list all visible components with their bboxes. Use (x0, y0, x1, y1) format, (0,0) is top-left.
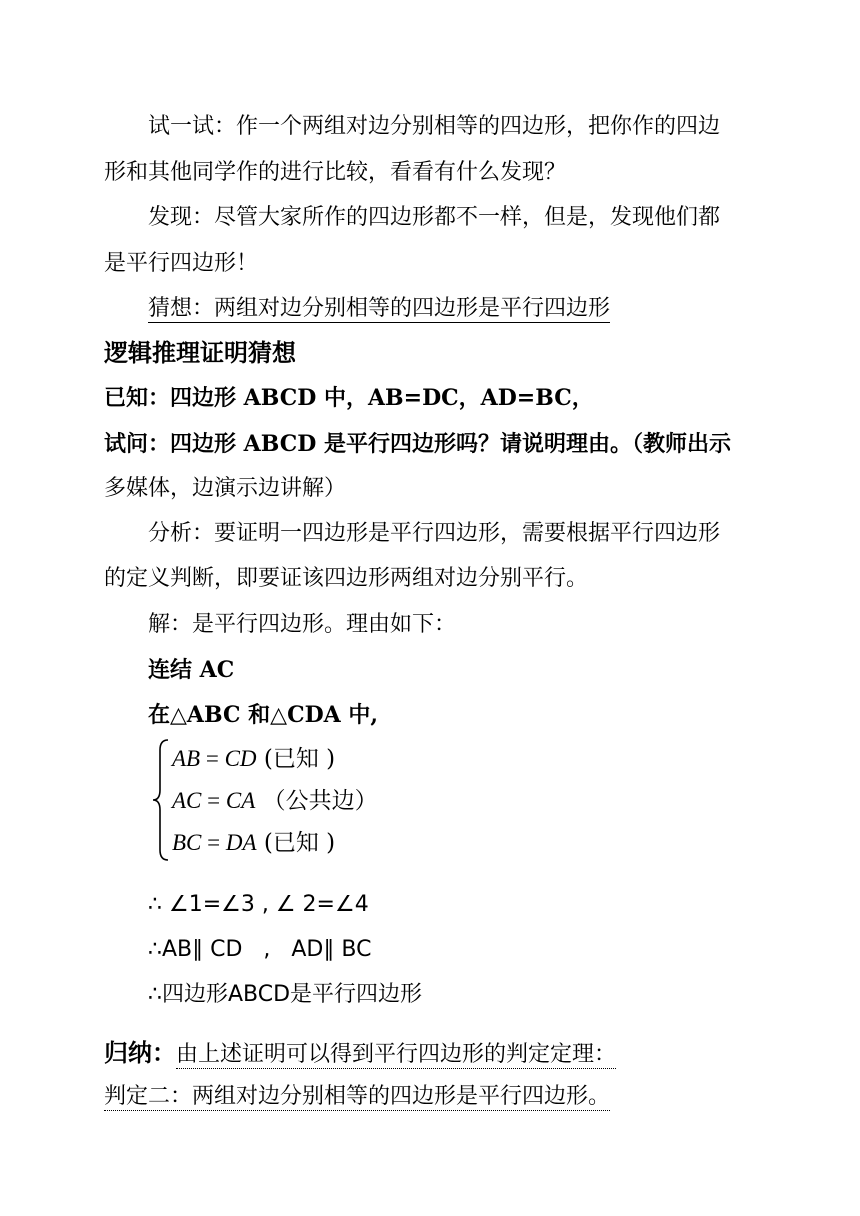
analysis-line1: 分析：要证明一四边形是平行四边形，需要根据平行四边形 (148, 521, 721, 546)
known-line: 已知：四边形 ABCD 中，AB=DC，AD=BC， (104, 385, 594, 411)
equation-row-1 (172, 744, 335, 774)
eq2-rhs: CA (225, 788, 256, 813)
find-paragraph-line1: 发现：尽管大家所作的四边形都不一样，但是，发现他们都 (148, 205, 721, 230)
analysis-line2: 的定义判断，即要证该四边形两组对边分别平行。 (104, 566, 589, 591)
connect-line: 连结 AC (148, 657, 235, 683)
eq2-sign: = (201, 788, 226, 813)
final-conclusion: ∴四边形ABCD是平行四边形 (148, 982, 423, 1007)
summary-line (104, 1038, 616, 1070)
solution-line: 解：是平行四边形。理由如下： (148, 612, 457, 637)
eq1-rhs: CD (224, 746, 257, 771)
try-paragraph-line1: 试一试：作一个两组对边分别相等的四边形，把你作的四边 (148, 114, 721, 139)
eq3-lhs: BC (172, 830, 202, 855)
theorem-line (104, 1082, 610, 1112)
question-line1: 试问：四边形 ABCD 是平行四边形吗？请说明理由。（教师出示 (104, 431, 731, 457)
eq3-rhs: DA (225, 830, 257, 855)
try-paragraph-line2: 形和其他同学作的进行比较，看看有什么发现？ (104, 160, 567, 185)
theorem-text: 判定二：两组对边分别相等的四边形是平行四边形。 (104, 1084, 611, 1109)
eq3-sign: = (201, 830, 226, 855)
equation-row-2 (172, 786, 378, 816)
eq1-sign: = (200, 746, 225, 771)
left-brace (150, 738, 172, 862)
eq1-reason: (已知 ) (263, 746, 336, 772)
equation-row-3 (172, 828, 335, 858)
guess-text: 猜想：两组对边分别相等的四边形是平行四边形 (148, 296, 611, 321)
triangles-line: 在△ABC 和△CDA 中, (148, 702, 379, 728)
parallel-conclusion: ∴AB∥ CD , AD∥ BC (148, 937, 372, 962)
eq2-reason: （公共边） (262, 788, 378, 814)
eq3-reason: (已知 ) (263, 830, 336, 856)
angles-conclusion: ∴ ∠1=∠3 , ∠ 2=∠4 (148, 892, 369, 917)
guess-paragraph (148, 294, 610, 324)
eq2-lhs: AC (172, 788, 202, 813)
question-line2: 多媒体，边演示边讲解） (104, 476, 347, 501)
eq1-lhs: AB (172, 746, 201, 771)
find-paragraph-line2: 是平行四边形！ (104, 251, 259, 276)
summary-text: 由上述证明可以得到平行四边形的判定定理： (176, 1042, 617, 1067)
section-title: 逻辑推理证明猜想 (104, 339, 296, 367)
summary-label: 归纳： (104, 1039, 176, 1067)
